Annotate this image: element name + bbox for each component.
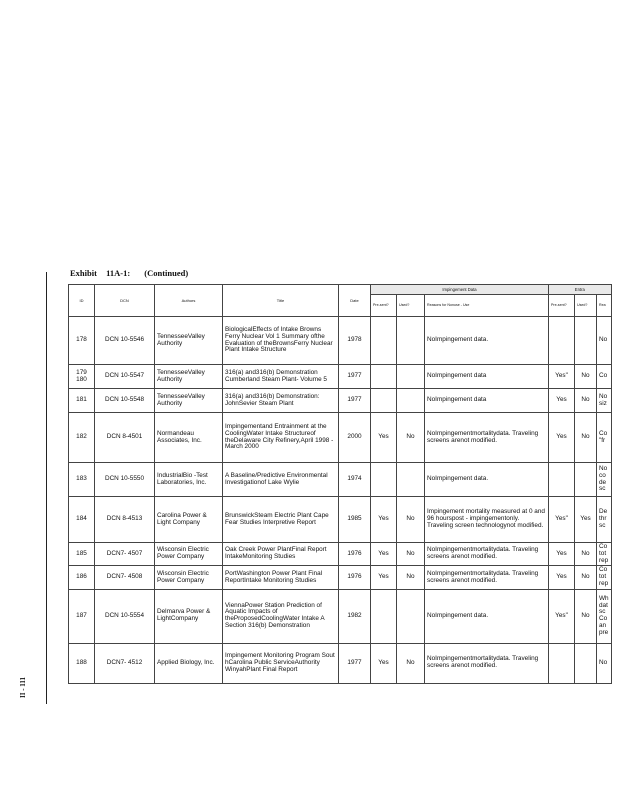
cell-e-present: [549, 463, 575, 497]
table-row: [69, 389, 612, 413]
cell-date: 1974: [339, 463, 371, 497]
cell-present: [371, 365, 397, 389]
cell-e-reason: Wh dat sc Co an pre: [597, 589, 612, 643]
exhibit-table: [68, 284, 612, 684]
cell-date: 1976: [339, 566, 371, 589]
cell-used: [397, 365, 425, 389]
cell-used: No: [397, 497, 425, 543]
cell-e-present: Yes: [549, 566, 575, 589]
cell-e-present: Yes: [549, 413, 575, 463]
cell-date: 1977: [339, 365, 371, 389]
cell-present: [371, 317, 397, 365]
table-row: [69, 589, 612, 643]
cell-reason: NoImpingement data.: [425, 589, 549, 643]
cell-e-used: No: [575, 413, 597, 463]
cell-reason: NoImpingement data: [425, 365, 549, 389]
cell-e-used: Yes: [575, 497, 597, 543]
table-row: [69, 543, 612, 566]
cell-dcn: DCN 8-4501: [95, 413, 155, 463]
exhibit-caption: [70, 268, 188, 278]
cell-id: 188: [69, 643, 95, 683]
cell-id: 183: [69, 463, 95, 497]
cell-present: Yes: [371, 413, 397, 463]
cell-reason: NoImpingementmortalitydata. Traveling screens arenot modified.: [425, 566, 549, 589]
cell-e-reason: Co tot rep: [597, 543, 612, 566]
cell-date: 1978: [339, 317, 371, 365]
cell-reason: NoImpingement data.: [425, 317, 549, 365]
cell-dcn: DCN 10-5550: [95, 463, 155, 497]
cell-e-present: Yes": [549, 497, 575, 543]
cell-e-used: [575, 643, 597, 683]
cell-e-used: [575, 317, 597, 365]
cell-date: 1977: [339, 643, 371, 683]
cell-e-reason: Co tot rep: [597, 566, 612, 589]
cell-title: 316(a) and316(b) Demonstration Cumberland Steam Plant- Volume 5: [223, 365, 339, 389]
cell-dcn: DCN 10-5547: [95, 365, 155, 389]
cell-title: BrunswickSteam Electric Plant Cape Fear Studies Interpretive Report: [223, 497, 339, 543]
page-margin-rule: [46, 272, 47, 704]
cell-e-used: No: [575, 566, 597, 589]
table-row: [69, 317, 612, 365]
cell-reason: NoImpingementmortalitydata. Traveling screens arenot modified.: [425, 413, 549, 463]
table-row: [69, 365, 612, 389]
cell-author: TennesseeValley Authority: [155, 389, 223, 413]
cell-id: 178: [69, 317, 95, 365]
cell-e-present: Yes: [549, 543, 575, 566]
cell-id: 186: [69, 566, 95, 589]
cell-dcn: DCN7- 4507: [95, 543, 155, 566]
cell-used: [397, 389, 425, 413]
cell-e-present: Yes": [549, 589, 575, 643]
cell-id: 184: [69, 497, 95, 543]
cell-used: [397, 317, 425, 365]
cell-present: Yes: [371, 543, 397, 566]
cell-author: Wisconsin Electric Power Company: [155, 543, 223, 566]
cell-e-present: [549, 317, 575, 365]
cell-title: Impingementand Entrainment at the CoolingWater Intake Structureof theDelaware City Refinery,April 1998 -March 2000: [223, 413, 339, 463]
table-row: [69, 497, 612, 543]
cell-author: Applied Biology, Inc.: [155, 643, 223, 683]
col-header-id: ID: [69, 285, 95, 317]
cell-id: 181: [69, 389, 95, 413]
cell-e-reason: De thr sc: [597, 497, 612, 543]
cell-e-used: No: [575, 389, 597, 413]
cell-title: Impingement Monitoring Program Sout hCarolina Public ServiceAuthority WinyahPlant Final Report: [223, 643, 339, 683]
cell-e-present: Yes: [549, 389, 575, 413]
cell-e-present: [549, 643, 575, 683]
cell-present: [371, 463, 397, 497]
cell-used: No: [397, 566, 425, 589]
page-number: II - 111: [19, 676, 27, 698]
cell-reason: NoImpingement data.: [425, 463, 549, 497]
cell-title: 316(a) and316(b) Demonstration: JohnSevier Steam Plant: [223, 389, 339, 413]
col-header-present: Pre-sent?: [371, 295, 397, 317]
cell-title: BiologicalEffects of Intake Browns Ferry Nuclear Vol 1 Summary ofthe Evaluation of theBrownsFerry Nuclear Plant Intake Structure: [223, 317, 339, 365]
cell-author: Delmarva Power & LightCompany: [155, 589, 223, 643]
group-header-entrainment: Entra: [549, 285, 612, 295]
cell-dcn: DCN 8-4513: [95, 497, 155, 543]
table-row: [69, 413, 612, 463]
exhibit-status: (Continued): [144, 268, 189, 278]
cell-present: Yes: [371, 643, 397, 683]
cell-used: No: [397, 543, 425, 566]
cell-author: Wisconsin Electric Power Company: [155, 566, 223, 589]
cell-dcn: DCN 10-5548: [95, 389, 155, 413]
cell-e-used: No: [575, 589, 597, 643]
cell-dcn: DCN7- 4512: [95, 643, 155, 683]
col-header-dcn: DCN: [95, 285, 155, 317]
cell-e-reason: No: [597, 643, 612, 683]
cell-e-reason: No siz: [597, 389, 612, 413]
cell-title: Oak Creek Power PlantFinal Report IntakeMonitoring Studies: [223, 543, 339, 566]
cell-e-reason: Co: [597, 365, 612, 389]
cell-dcn: DCN7- 4508: [95, 566, 155, 589]
cell-id: 179 180: [69, 365, 95, 389]
cell-used: [397, 589, 425, 643]
col-header-author: Authors: [155, 285, 223, 317]
cell-date: 1976: [339, 543, 371, 566]
cell-reason: NoImpingementmortalitydata. Traveling screens arenot modified.: [425, 543, 549, 566]
cell-present: Yes: [371, 566, 397, 589]
cell-used: [397, 463, 425, 497]
cell-id: 187: [69, 589, 95, 643]
table-row: [69, 463, 612, 497]
cell-title: ViennaPower Station Prediction of Aquatic Impacts of theProposedCoolingWater Intake A Section 316(b) Demonstration: [223, 589, 339, 643]
cell-author: Carolina Power & Light Company: [155, 497, 223, 543]
cell-author: Normandeau Associates, Inc.: [155, 413, 223, 463]
cell-e-used: No: [575, 543, 597, 566]
col-header-reasons-2: Rea: [597, 295, 612, 317]
cell-used: No: [397, 643, 425, 683]
col-header-present-2: Pre-sent?: [549, 295, 575, 317]
group-header-impingement: Impingement Data: [371, 285, 549, 295]
cell-e-present: Yes": [549, 365, 575, 389]
cell-date: 1982: [339, 589, 371, 643]
exhibit-number: 11A-1:: [106, 268, 131, 278]
cell-reason: Impingement mortality measured at 0 and 96 hourspost - impingementonly. Traveling screen technologynot modified.: [425, 497, 549, 543]
cell-e-reason: No: [597, 317, 612, 365]
cell-title: A Baseline/Predictive Environmental Investigationof Lake Wylie: [223, 463, 339, 497]
cell-present: [371, 589, 397, 643]
col-header-title: Title: [223, 285, 339, 317]
cell-author: TennesseeValley Authority: [155, 317, 223, 365]
cell-e-used: [575, 463, 597, 497]
cell-id: 185: [69, 543, 95, 566]
cell-title: PortWashington Power Plant Final ReportIntake Monitoring Studies: [223, 566, 339, 589]
cell-present: [371, 389, 397, 413]
cell-author: TennesseeValley Authority: [155, 365, 223, 389]
cell-e-reason: Co "fr: [597, 413, 612, 463]
col-header-used-2: Used?: [575, 295, 597, 317]
cell-dcn: DCN 10-5554: [95, 589, 155, 643]
cell-used: No: [397, 413, 425, 463]
cell-author: IndustrialBio -Test Laboratories, Inc.: [155, 463, 223, 497]
cell-date: 2000: [339, 413, 371, 463]
col-header-used: Used?: [397, 295, 425, 317]
cell-date: 1985: [339, 497, 371, 543]
cell-present: Yes: [371, 497, 397, 543]
cell-id: 182: [69, 413, 95, 463]
cell-e-used: No: [575, 365, 597, 389]
exhibit-label: Exhibit: [70, 268, 97, 278]
col-header-date: Date: [339, 285, 371, 317]
table-row: [69, 566, 612, 589]
cell-reason: NoImpingementmortalitydata. Traveling screens arenot modified.: [425, 643, 549, 683]
cell-reason: NoImpingement data: [425, 389, 549, 413]
cell-dcn: DCN 10-5546: [95, 317, 155, 365]
table-row: [69, 643, 612, 683]
cell-e-reason: No co de sc: [597, 463, 612, 497]
col-header-reasons: Reasons for Nonuse - Use: [425, 295, 549, 317]
cell-date: 1977: [339, 389, 371, 413]
